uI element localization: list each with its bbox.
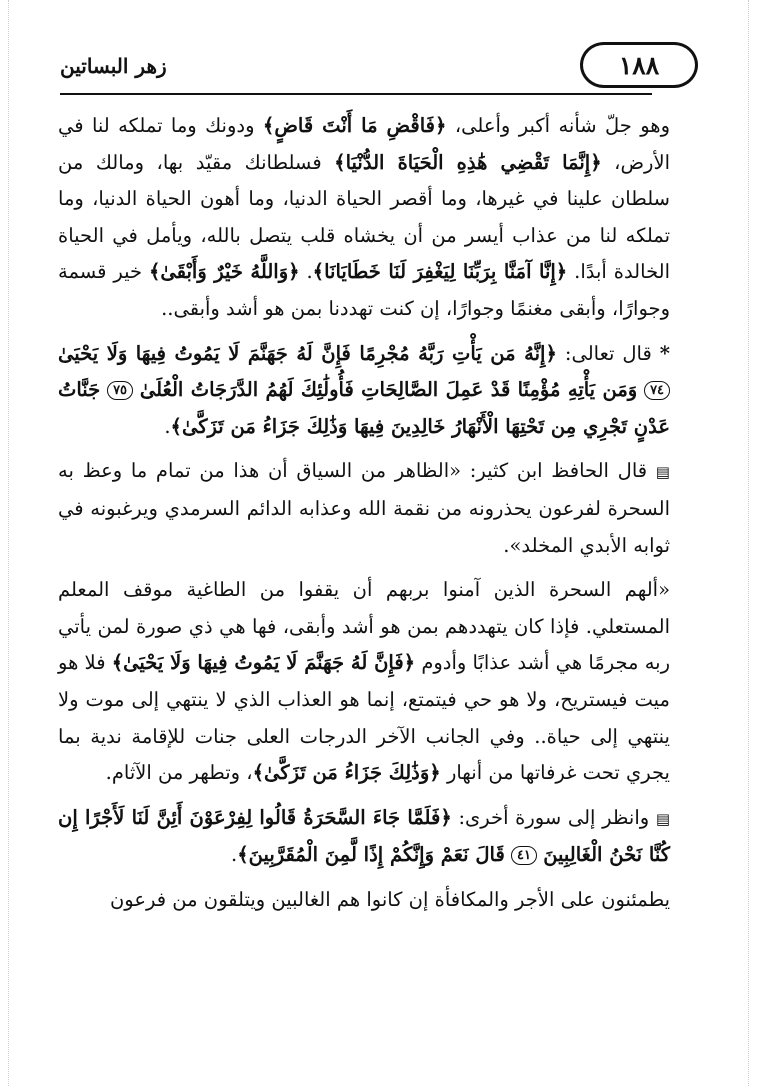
page-body [58, 108, 670, 918]
quran-quote: فَإِنَّ لَهُ جَهَنَّمَ لَا يَمُوتُ فِيهَا وَلَا يَحْيَىٰ [123, 651, 404, 675]
quran-quote: إِنَّهُ مَن يَأْتِ رَبَّهُ مُجْرِمًا فَإِنَّ لَهُ جَهَنَّمَ لَا يَمُوتُ فِيهَا وَلَا يَحْيَىٰ [58, 341, 546, 365]
text: . [306, 260, 313, 284]
ornate-close-bracket: ﴾ [262, 114, 275, 137]
quran-quote: إِنَّا آمَنَّا بِرَبِّنَا لِيَغْفِرَ لَنَا خَطَايَانَا [324, 260, 556, 284]
ornate-open-bracket: ﴿ [590, 150, 602, 174]
verse-number-icon: ٧٥ [107, 381, 133, 400]
text: خير قسمة وجوارًا، وأبقى مغنمًا وجوارًا، إن كنت تهددنا بمن هو أشد وأبقى.. [58, 260, 670, 320]
book-note-icon: ▤ [655, 809, 671, 828]
paragraph-3 [58, 453, 670, 564]
text: وهو جلّ شأنه أكبر وأعلى، [454, 114, 671, 137]
text: فسلطانك مقيّد بها، ومالك من سلطان علينا في غيرها، وما أقصر الحياة الدنيا، وما أهون الحياة الدنيا، وما تملكه لنا من عذاب أيسر من أن يخشاه قلب يتصل بالله، ويأمل في الحياة الخالدة أبدًا. [58, 150, 671, 284]
paragraph-2 [58, 336, 670, 446]
ornate-close-bracket: ﴾ [111, 651, 124, 675]
paragraph-5 [58, 800, 670, 874]
quran-quote: قَالَ نَعَمْ وَإِنَّكُمْ إِذًا لَّمِنَ الْمُقَرَّبِينَ [248, 843, 505, 867]
quran-quote: جَنَّاتُ عَدْنٍ تَجْرِي مِن تَحْتِهَا الْأَنْهَارُ خَالِدِينَ فِيهَا وَذَٰلِكَ جَزَاءُ مَن تَزَكَّىٰ [58, 378, 670, 438]
text: «ألهم السحرة الذين آمنوا بربهم أن يقفوا من الطاغية موقف المعلم المستعلي. فإذا كان يتهددهم بمن هو أشد وأبقى، فها هي ذي صورة لمن يأتي ربه مجرمًا هي أشد عذابًا وأدوم [58, 578, 670, 675]
page-edge-left [8, 0, 9, 1086]
quran-quote: وَاللَّهُ خَيْرٌ وَأَبْقَىٰ [160, 260, 289, 284]
paragraph-6 [58, 882, 670, 919]
text: . [164, 414, 171, 438]
asterisk-bullet-icon: * [659, 341, 670, 365]
book-note-icon: ▤ [655, 463, 670, 482]
ornate-open-bracket: ﴿ [545, 341, 557, 365]
page-edge-right [748, 0, 749, 1086]
text: وانظر إلى سورة أخرى: [458, 805, 650, 829]
text: يطمئنون على الأجر والمكافأة إن كانوا هم الغالبين ويتلقون من فرعون [109, 887, 670, 911]
ornate-close-bracket: ﴾ [334, 150, 346, 174]
ornate-close-bracket: ﴾ [170, 414, 182, 438]
book-title: زهر البساتين [60, 54, 167, 78]
quran-quote: فَلَمَّا جَاءَ السَّحَرَةُ قَالُوا لِفِرْعَوْنَ أَئِنَّ لَنَا لَأَجْرًا إِن كُنَّا نَحْنُ الْغَالِبِينَ [58, 805, 670, 867]
page-number-badge [580, 42, 698, 88]
ornate-close-bracket: ﴾ [312, 260, 325, 284]
quran-quote: وَذَٰلِكَ جَزَاءُ مَن تَزَكَّىٰ [264, 761, 430, 785]
text: ، وتطهر من الآثام. [105, 761, 253, 785]
ornate-close-bracket: ﴾ [237, 843, 249, 867]
verse-number-icon: ٤١ [511, 846, 537, 865]
ornate-open-bracket: ﴿ [429, 761, 441, 785]
paragraph-1 [58, 108, 670, 328]
page-header [60, 40, 660, 100]
ornate-open-bracket: ﴿ [435, 114, 447, 137]
paragraph-4 [58, 572, 670, 792]
text: قال تعالى: [564, 341, 652, 365]
ornate-open-bracket: ﴿ [288, 260, 300, 284]
page-number: ١٨٨ [618, 50, 660, 80]
ornate-open-bracket: ﴿ [555, 260, 568, 284]
ornate-close-bracket: ﴾ [148, 260, 161, 284]
ornate-open-bracket: ﴿ [403, 651, 416, 675]
text: قال الحافظ ابن كثير: «الظاهر من السياق أن هذا من تمام ما وعظ به السحرة لفرعون يحذرونه من نقمة الله وعذابه الدائم السرمدي ويرغبونه في ثوابه الأبدي المخلد». [58, 459, 670, 557]
text: ودونك وما تملكه لنا في الأرض، [58, 114, 670, 174]
verse-number-icon: ٧٤ [644, 381, 670, 400]
quran-quote: وَمَن يَأْتِهِ مُؤْمِنًا قَدْ عَمِلَ الصَّالِحَاتِ فَأُولَٰئِكَ لَهُمُ الدَّرَجَاتُ الْعُلَىٰ [139, 378, 638, 402]
quran-quote: فَاقْضِ مَا أَنْتَ قَاضٍ [274, 114, 435, 137]
header-rule [60, 93, 652, 95]
text: فلا هو ميت فيستريح، ولا هو حي فيتمتع، إنما هو العذاب الذي لا ينتهي إلى موت ولا ينتهي إلى حياة.. وفي الجانب الآخر الدرجات العلى جنات للإقامة ندية بما يجري تحت غرفاتها من أنهار [58, 651, 670, 785]
ornate-close-bracket: ﴾ [252, 761, 265, 785]
text: . [230, 843, 238, 867]
quran-quote: إِنَّمَا تَقْضِي هَٰذِهِ الْحَيَاةَ الدُّنْيَا [345, 150, 591, 174]
ornate-open-bracket: ﴿ [440, 805, 452, 829]
